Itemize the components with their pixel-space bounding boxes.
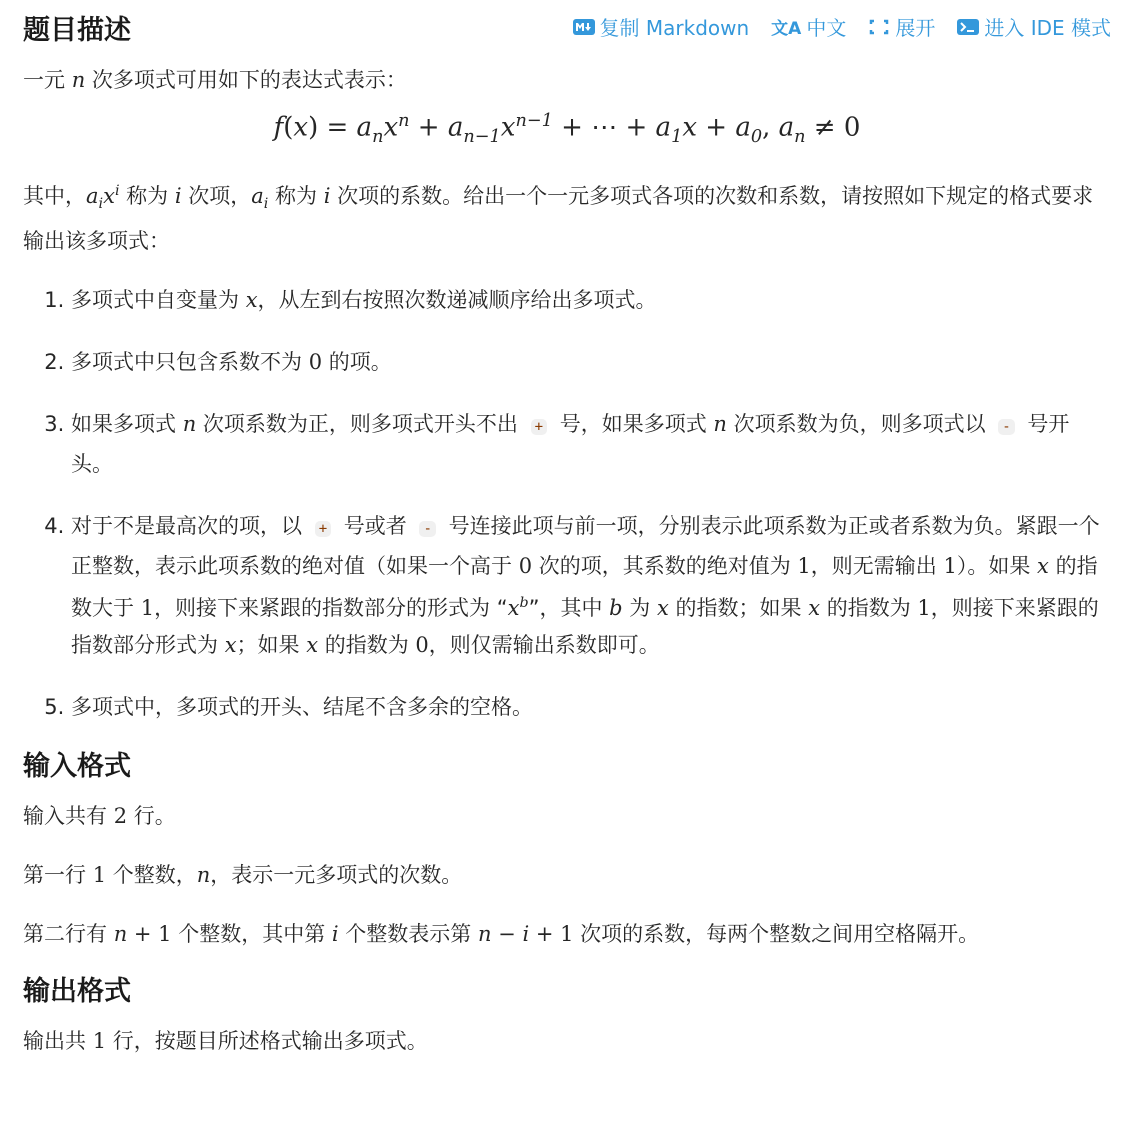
text-run: ，表示一元多项式的次数。 <box>210 863 463 888</box>
inline-code: - <box>419 521 435 537</box>
rule-item <box>71 282 1111 319</box>
inline-code: + <box>315 521 331 537</box>
text-run: 一元 <box>23 68 72 92</box>
math-token: n <box>372 126 384 147</box>
math-token: n <box>398 111 410 131</box>
input-paragraph <box>23 798 1111 835</box>
text-run: 的指数；如果 <box>668 596 809 621</box>
text-run: 的项。 <box>322 350 392 375</box>
text-run: 号开头。 <box>71 412 1070 477</box>
text-run: 称为 <box>119 183 175 208</box>
math-token: f <box>273 112 284 143</box>
text-run: 多项式中只包含系数不为 <box>71 350 309 375</box>
math-token: x <box>103 183 115 208</box>
copy-markdown-label: 复制 Markdown <box>599 16 750 40</box>
description-heading: 题目描述 <box>23 15 131 46</box>
math-token: x <box>245 288 258 313</box>
math-token: n <box>113 922 128 947</box>
math-token: 1 <box>140 596 155 621</box>
math-token: i <box>263 196 269 213</box>
math-token: n <box>196 863 211 888</box>
math-token: 1 <box>92 1029 107 1054</box>
math-token: x <box>293 112 309 143</box>
input-paragraph <box>23 857 1111 894</box>
math-token: a <box>447 112 464 143</box>
math-token: + <box>696 112 736 143</box>
text-run: 次项的系数。给出一个一元多项式各项的次数和系数，请按照如下规定的格式要求输出该多项式： <box>23 183 1094 254</box>
math-token: x <box>656 596 669 621</box>
math-token: ≠ 0 <box>805 112 861 143</box>
text-run: 次项， <box>181 183 252 208</box>
math-token: x <box>306 633 319 658</box>
text-run: 第一行 <box>23 863 93 888</box>
math-token: n <box>182 412 197 437</box>
text-run: 如果多项式 <box>71 412 183 437</box>
text-run: 的指数大于 <box>71 554 1098 621</box>
math-token: i <box>331 922 339 947</box>
math-token: x <box>808 596 821 621</box>
math-token: 0 <box>518 554 533 579</box>
math-token: 1 <box>943 554 957 579</box>
polynomial-formula <box>23 111 1111 147</box>
math-token: i <box>522 922 530 947</box>
language-button[interactable] <box>771 12 846 41</box>
output-format-heading: 输出格式 <box>23 976 131 1008</box>
math-token: 1 <box>671 126 683 147</box>
text-run: 个整数，其中第 <box>171 922 332 947</box>
math-token: n <box>713 412 727 437</box>
math-token: ( <box>283 112 294 143</box>
text-run: 次项的系数，每两个整数之间用空格隔开。 <box>573 922 980 947</box>
inline-code: - <box>998 419 1014 435</box>
text-run: ；如果 <box>236 633 307 658</box>
output-paragraph <box>23 1023 1111 1060</box>
text-run: 的指数为 <box>318 633 416 658</box>
math-token: a <box>778 112 795 143</box>
math-token: 1 <box>917 596 931 621</box>
math-token: n <box>794 126 806 147</box>
terminal-icon <box>957 19 979 35</box>
math-token: − <box>491 922 523 947</box>
definition-paragraph <box>23 173 1111 260</box>
math-token: 0 <box>415 633 429 658</box>
text-run: 输入共有 <box>23 804 114 829</box>
math-token: b <box>519 595 529 612</box>
math-token: , <box>762 112 779 143</box>
expand-label: 展开 <box>895 16 936 40</box>
math-token: a <box>655 112 672 143</box>
text-run: 号连接此项与前一项，分别表示此项系数为正或者系数为负。紧跟一个正整数，表示此项系数的绝对值（如果一个高于 <box>71 514 1100 579</box>
text-run: 输出共 <box>23 1029 93 1054</box>
input-paragraph <box>23 916 1111 953</box>
text-run: 为 <box>622 596 657 621</box>
format-rules-list <box>23 282 1111 726</box>
text-run: 的指数为 <box>820 596 918 621</box>
text-run: ）。如果 <box>956 554 1038 579</box>
math-token: ) = <box>308 112 357 143</box>
ide-mode-label: 进入 IDE 模式 <box>984 16 1111 40</box>
copy-markdown-button[interactable] <box>573 12 750 41</box>
math-token: i <box>114 182 120 199</box>
math-token: n <box>477 922 492 947</box>
math-token: x <box>682 112 697 143</box>
math-token: 1 <box>797 554 811 579</box>
text-run: 个整数， <box>106 863 197 888</box>
math-token: x <box>383 112 399 143</box>
math-token: + ⋯ + <box>552 112 656 143</box>
math-token: i <box>98 196 104 213</box>
math-token: + 1 <box>127 922 172 947</box>
text-run: 称为 <box>268 183 324 208</box>
math-token: i <box>174 183 182 208</box>
math-token: + <box>409 112 448 143</box>
math-token: 2 <box>113 804 128 829</box>
math-token: 1 <box>92 863 107 888</box>
text-run: ，则接下来紧跟的指数部分形式为 <box>71 596 1099 658</box>
text-run: 次项系数为正，则多项式开头不出 <box>196 412 525 437</box>
translate-icon: 文A <box>771 19 802 39</box>
language-label: 中文 <box>806 16 847 40</box>
text-run: ，则仅需输出系数即可。 <box>428 633 660 658</box>
toolbar <box>573 12 1111 41</box>
text-run: 号或者 <box>337 514 414 539</box>
text-run: ”，其中 <box>528 596 610 621</box>
math-token: n−1 <box>515 111 553 131</box>
rule-item <box>71 689 1111 726</box>
expand-button[interactable] <box>868 12 935 41</box>
text-run: ，从左到右按照次数递减顺序给出多项式。 <box>257 288 657 313</box>
math-token: n <box>71 68 86 92</box>
text-run: ，则接下来紧跟的指数部分的形式为 “ <box>154 596 508 621</box>
expand-icon <box>868 19 890 35</box>
text-run: 号，如果多项式 <box>553 412 714 437</box>
rule-item <box>71 344 1111 381</box>
text-run: 多项式中，多项式的开头、结尾不含多余的空格。 <box>71 695 533 720</box>
math-token: x <box>224 633 237 658</box>
text-run: 个整数表示第 <box>338 922 478 947</box>
text-run: 次的项，其系数的绝对值为 <box>532 554 798 579</box>
math-token: 0 <box>750 126 763 147</box>
input-format-heading: 输入格式 <box>23 751 131 783</box>
math-token: a <box>735 112 751 143</box>
text-run: 对于不是最高次的项，以 <box>71 514 309 539</box>
ide-mode-button[interactable] <box>957 12 1111 41</box>
text-run: 次项系数为负，则多项式以 <box>726 412 993 437</box>
text-run: ，则无需输出 <box>810 554 944 579</box>
markdown-icon <box>573 19 595 35</box>
text-run: 第二行有 <box>23 922 114 947</box>
math-token: a <box>251 183 264 208</box>
inline-code: + <box>531 419 547 435</box>
intro-paragraph <box>23 62 1111 99</box>
rule-item <box>71 406 1111 483</box>
text-run: 行，按题目所述格式输出多项式。 <box>106 1029 428 1054</box>
math-token: x <box>1037 554 1049 579</box>
math-token: x <box>500 112 516 143</box>
math-token: 0 <box>308 350 323 375</box>
text-run: 行。 <box>127 804 176 829</box>
text-run: 多项式中自变量为 <box>71 288 246 313</box>
math-token: n−1 <box>463 126 501 147</box>
text-run: 其中， <box>23 183 86 208</box>
math-token: i <box>323 183 331 208</box>
math-token: a <box>356 112 373 143</box>
rule-item <box>71 508 1111 664</box>
math-token: a <box>86 183 99 208</box>
text-run: 次多项式可用如下的表达式表示： <box>85 68 407 92</box>
math-token: + 1 <box>529 922 574 947</box>
math-token: x <box>507 596 520 621</box>
math-token: b <box>609 596 623 621</box>
